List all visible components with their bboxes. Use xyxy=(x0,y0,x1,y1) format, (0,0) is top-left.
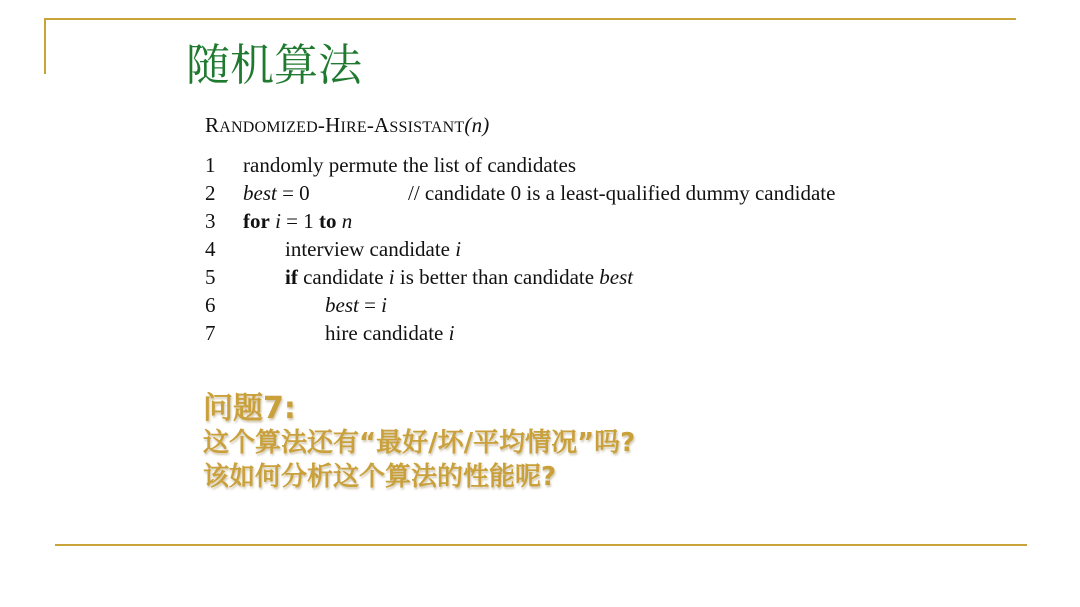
bottom-divider xyxy=(55,544,1027,546)
question-line-1: 这个算法还有“最好/坏/平均情况”吗? xyxy=(203,428,636,458)
slide-title: 随机算法 xyxy=(186,40,362,91)
question-line-2: 该如何分析这个算法的性能呢? xyxy=(203,462,557,492)
code-comment: // candidate 0 is a least-qualified dummy candidate xyxy=(408,181,836,205)
left-accent-line xyxy=(44,18,46,74)
question-title: 问题7: xyxy=(203,391,296,426)
top-divider xyxy=(44,18,1016,20)
algorithm-block: RANDOMIZED-HIRE-ASSISTANT(n) 1 randomly permute the list of candidates 2 best = 0 // candidate 0 is a least-qualified dummy candidate 3 for i = 1 to n 4 interview candidate i 5 if candidate i is better than candidate best 6 best = i 7 hire candidate i xyxy=(205,113,836,345)
question-block xyxy=(203,392,635,494)
procedure-name: RANDOMIZED-HIRE-ASSISTANT(n) xyxy=(205,113,490,137)
